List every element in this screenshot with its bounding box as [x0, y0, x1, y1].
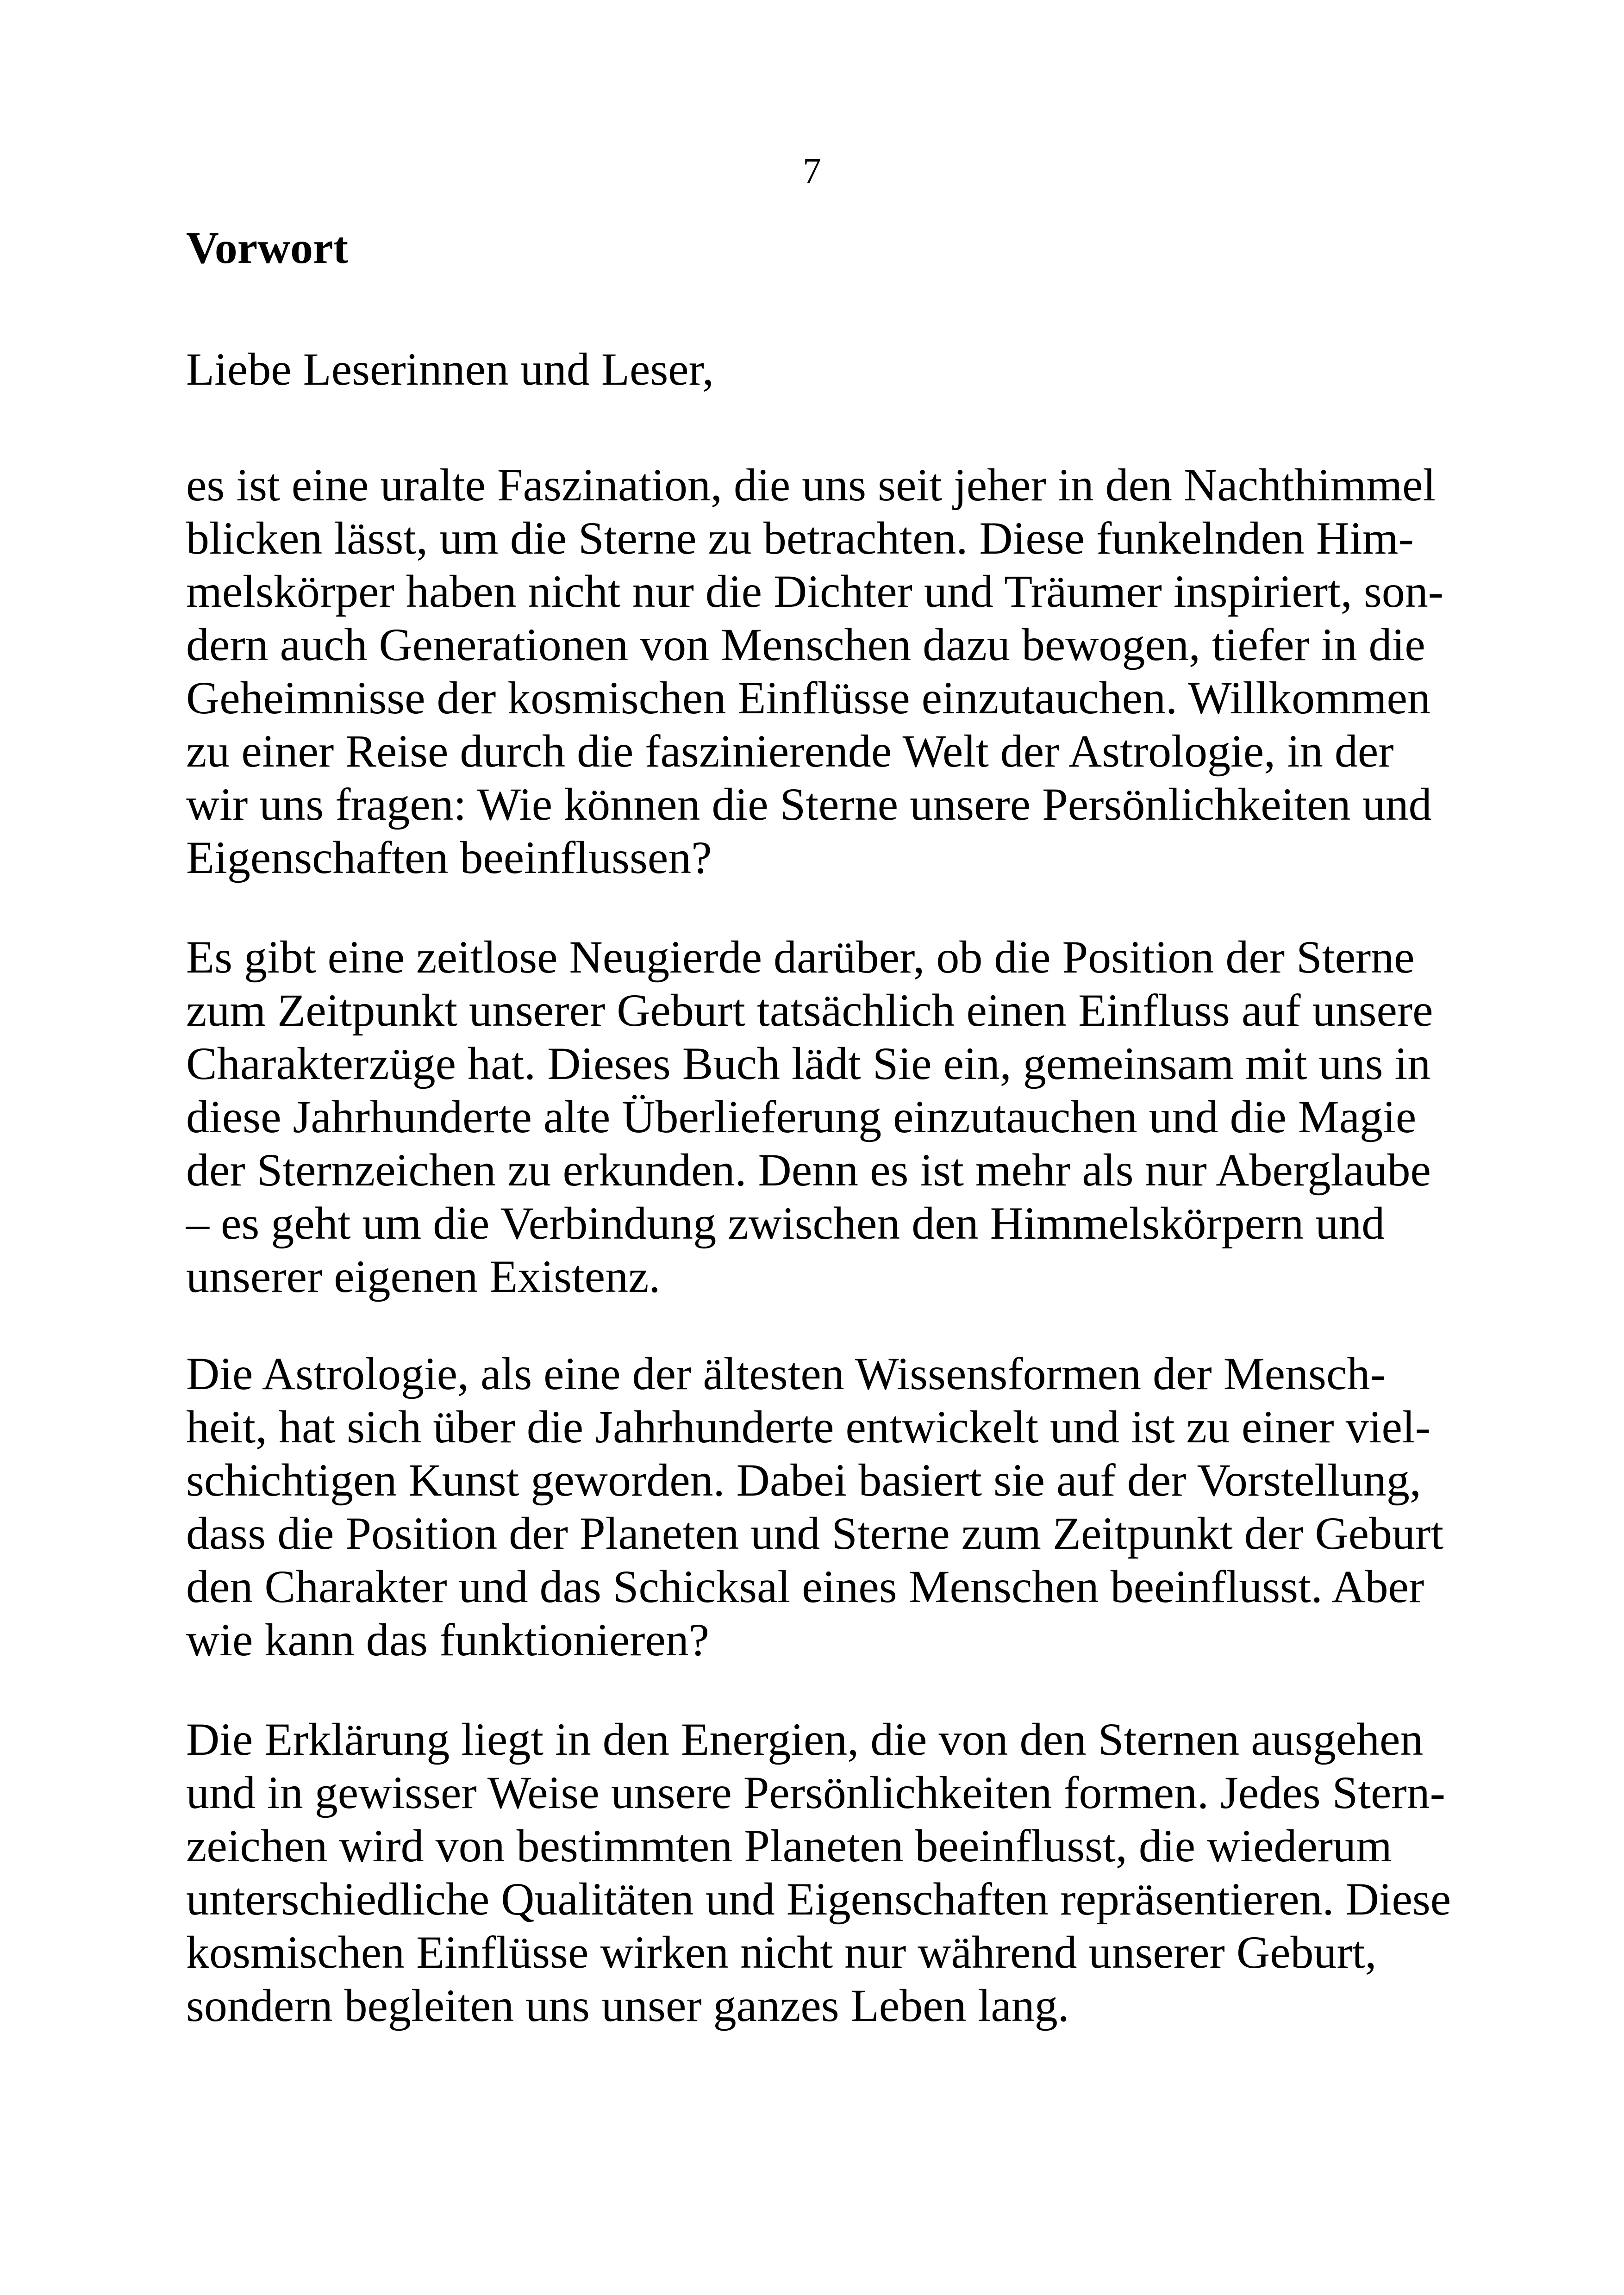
paragraph-line: Es gibt eine zeitlose Neugierde darüber, ob die Position der Sterne: [186, 931, 1415, 983]
paragraph-line: unserer eigenen Existenz.: [186, 1251, 661, 1302]
salutation: Liebe Leserinnen und Leser,: [186, 343, 714, 395]
paragraph-line: blicken lässt, um die Sterne zu betrachten. Diese funkelnden Him-: [186, 512, 1414, 564]
paragraph-line: diese Jahrhunderte alte Überlieferung einzutauchen und die Magie: [186, 1091, 1417, 1142]
paragraph-line: wie kann das funktionieren?: [186, 1614, 710, 1665]
paragraph-line: der Sternzeichen zu erkunden. Denn es ist mehr als nur Aberglaube: [186, 1144, 1431, 1196]
paragraph-line: sondern begleiten uns unser ganzes Leben lang.: [186, 1980, 1069, 2031]
paragraph-line: kosmischen Einflüsse wirken nicht nur während unserer Geburt,: [186, 1927, 1377, 1978]
paragraph-line: schichtigen Kunst geworden. Dabei basiert sie auf der Vorstellung,: [186, 1454, 1421, 1506]
paragraph-line: den Charakter und das Schicksal eines Menschen beeinflusst. Aber: [186, 1561, 1424, 1612]
page-number: 7: [803, 151, 821, 192]
paragraph-line: Charakterzüge hat. Dieses Buch lädt Sie ein, gemeinsam mit uns in: [186, 1038, 1431, 1089]
paragraph-line: melskörper haben nicht nur die Dichter und Träumer inspiriert, son-: [186, 566, 1444, 617]
paragraph-line: und in gewisser Weise unsere Persönlichkeiten formen. Jedes Stern-: [186, 1767, 1445, 1818]
paragraph-line: wir uns fragen: Wie können die Sterne unsere Persönlichkeiten und: [186, 779, 1432, 830]
paragraph-line: Geheimnisse der kosmischen Einflüsse einzutauchen. Willkommen: [186, 672, 1430, 723]
paragraph-line: unterschiedliche Qualitäten und Eigenschaften repräsentieren. Diese: [186, 1873, 1451, 1925]
paragraph-line: Die Astrologie, als eine der ältesten Wissensformen der Mensch-: [186, 1348, 1386, 1399]
paragraph-line: – es geht um die Verbindung zwischen den Himmelskörpern und: [186, 1197, 1385, 1249]
paragraph-line: zum Zeitpunkt unserer Geburt tatsächlich einen Einfluss auf unsere: [186, 985, 1433, 1036]
paragraph-4: [186, 1713, 1451, 2032]
paragraph-line: dern auch Generationen von Menschen dazu bewogen, tiefer in die: [186, 619, 1425, 670]
paragraph-line: Eigenschaften beeinflussen?: [186, 832, 712, 883]
chapter-heading: Vorwort: [186, 223, 349, 273]
paragraph-line: dass die Position der Planeten und Sterne zum Zeitpunkt der Geburt: [186, 1508, 1444, 1559]
paragraph-2: [186, 930, 1433, 1303]
paragraph-1: [186, 458, 1443, 884]
paragraph-line: es ist eine uralte Faszination, die uns seit jeher in den Nachthimmel: [186, 459, 1436, 511]
paragraph-3: [186, 1347, 1443, 1666]
paragraph-line: zu einer Reise durch die faszinierende Welt der Astrologie, in der: [186, 725, 1394, 777]
paragraph-line: heit, hat sich über die Jahrhunderte entwickelt und ist zu einer viel-: [186, 1401, 1430, 1453]
paragraph-line: Die Erklärung liegt in den Energien, die von den Sternen ausgehen: [186, 1714, 1424, 1765]
paragraph-line: zeichen wird von bestimmten Planeten beeinflusst, die wiederum: [186, 1820, 1392, 1871]
